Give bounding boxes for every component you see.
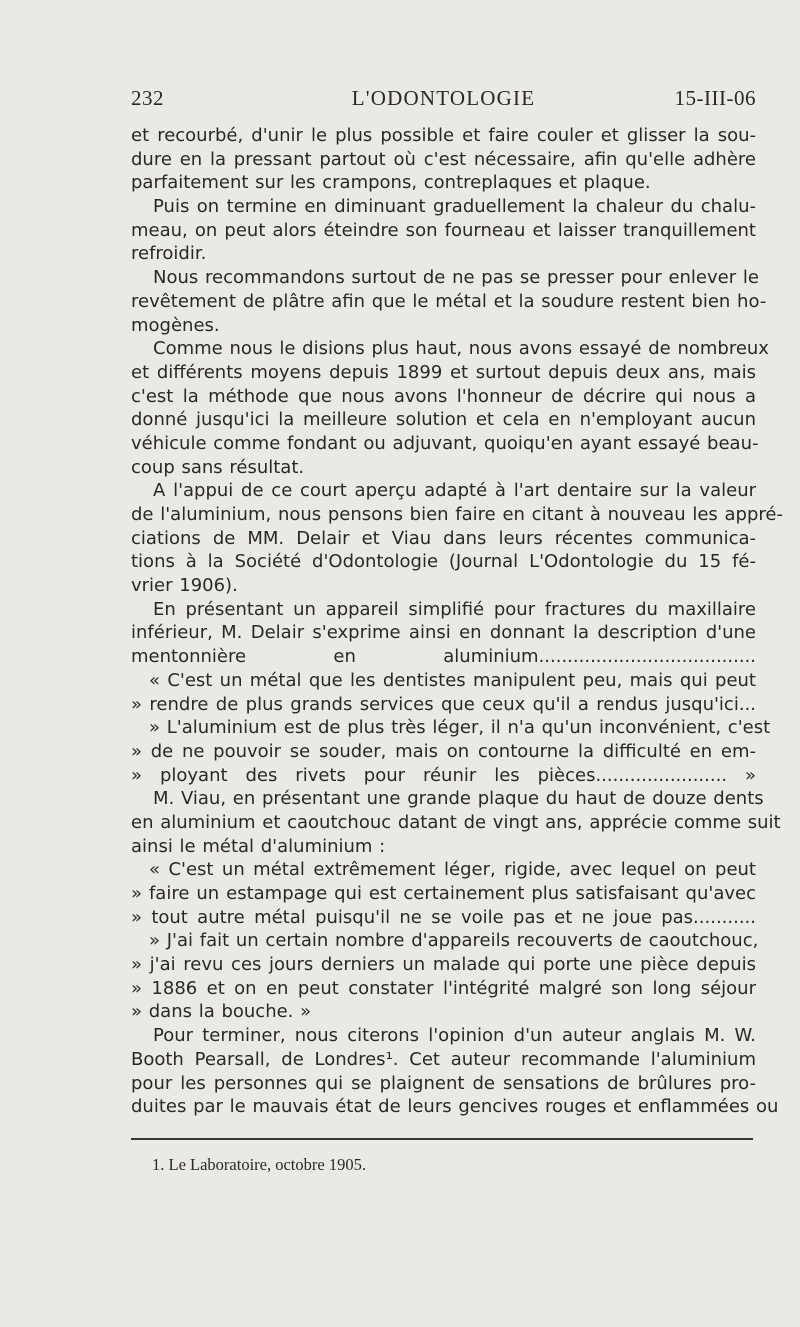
footnote-rule (131, 1138, 753, 1140)
text-line: coup sans résultat. (131, 456, 305, 478)
text-line: » J'ai fait un certain nombre d'appareils recouverts de caoutchouc, (149, 930, 759, 952)
running-header (131, 86, 756, 116)
text-line: En présentant un appareil simplifié pour fractures du maxillaire (153, 598, 756, 620)
text-line: véhicule comme fondant ou adjuvant, quoiqu'en ayant essayé beau- (131, 432, 759, 454)
text-line: en aluminium et caoutchouc datant de vingt ans, apprécie comme suit (131, 811, 781, 833)
text-line: donné jusqu'ici la meilleure solution et cela en n'employant aucun (131, 409, 756, 431)
text-line: vrier 1906). (131, 575, 238, 597)
issue-date: 15-III-06 (674, 86, 756, 110)
text-line: » L'aluminium est de plus très léger, il n'a qu'un inconvénient, c'est (149, 717, 771, 739)
text-line: pour les personnes qui se plaignent de sensations de brûlures pro- (131, 1072, 756, 1094)
body-text (131, 124, 783, 1119)
text-line: Comme nous le disions plus haut, nous avons essayé de nombreux (153, 338, 769, 360)
text-line: et recourbé, d'unir le plus possible et faire couler et glisser la sou- (131, 125, 756, 146)
footnote-text: Le Laboratoire, octobre 1905. (168, 1155, 366, 1174)
text-line: Nous recommandons surtout de ne pas se presser pour enlever le (153, 267, 759, 289)
text-line: inférieur, M. Delair s'exprime ainsi en donnant la description d'une (131, 622, 756, 644)
journal-title: L'ODONTOLOGIE (351, 86, 536, 110)
page-number: 232 (131, 86, 164, 110)
text-line: de l'aluminium, nous pensons bien faire en citant à nouveau les appré- (131, 504, 783, 525)
text-line: » de ne pouvoir se souder, mais on contourne la difficulté en em- (131, 740, 756, 762)
footnote-marker: 1. (152, 1155, 165, 1174)
text-line: mentonnière en aluminium...................................... (131, 646, 756, 668)
text-line: parfaitement sur les crampons, contreplaques et plaque. (131, 172, 651, 194)
text-line: meau, on peut alors éteindre son fourneau et laisser tranquillement (131, 219, 756, 241)
text-line: » tout autre métal puisqu'il ne se voile pas et ne joue pas........... (131, 906, 756, 928)
text-line: refroidir. (131, 243, 207, 265)
text-line: Booth Pearsall, de Londres¹. Cet auteur recommande l'aluminium (131, 1048, 756, 1070)
text-line: » dans la bouche. » (131, 1001, 312, 1023)
text-line: ciations de MM. Delair et Viau dans leurs récentes communica- (131, 527, 756, 549)
text-line: » 1886 et on en peut constater l'intégrité malgré son long séjour (131, 977, 756, 999)
text-line: M. Viau, en présentant une grande plaque du haut de douze dents (153, 788, 764, 810)
text-line: Puis on termine en diminuant graduellement la chaleur du chalu- (153, 196, 756, 218)
text-line: c'est la méthode que nous avons l'honneur de décrire qui nous a (131, 385, 756, 407)
text-line: duites par le mauvais état de leurs gencives rouges et enflammées ou (131, 1096, 779, 1118)
text-line: dure en la pressant partout où c'est nécessaire, afin qu'elle adhère (131, 148, 756, 170)
text-line: « C'est un métal que les dentistes manipulent peu, mais qui peut (149, 669, 756, 691)
text-line: et différents moyens depuis 1899 et surtout depuis deux ans, mais (131, 361, 756, 383)
text-line: » faire un estampage qui est certainement plus satisfaisant qu'avec (131, 883, 756, 904)
text-line: A l'appui de ce court aperçu adapté à l'art dentaire sur la valeur (153, 480, 756, 502)
text-line: tions à la Société d'Odontologie (Journal L'Odontologie du 15 fé- (131, 551, 756, 573)
text-line: « C'est un métal extrêmement léger, rigide, avec lequel on peut (149, 859, 756, 881)
text-line: Pour terminer, nous citerons l'opinion d'un auteur anglais M. W. (153, 1025, 756, 1047)
text-line: mogènes. (131, 314, 220, 336)
footnote (152, 1155, 366, 1175)
text-line: » rendre de plus grands services que ceux qu'il a rendus jusqu'ici... (131, 693, 756, 715)
text-line: » ployant des rivets pour réunir les pièces....................... » (131, 764, 756, 786)
text-line: » j'ai revu ces jours derniers un malade qui porte une pièce depuis (131, 954, 756, 976)
text-line: ainsi le métal d'aluminium : (131, 835, 386, 857)
text-line: revêtement de plâtre afin que le métal et la soudure restent bien ho- (131, 290, 767, 312)
